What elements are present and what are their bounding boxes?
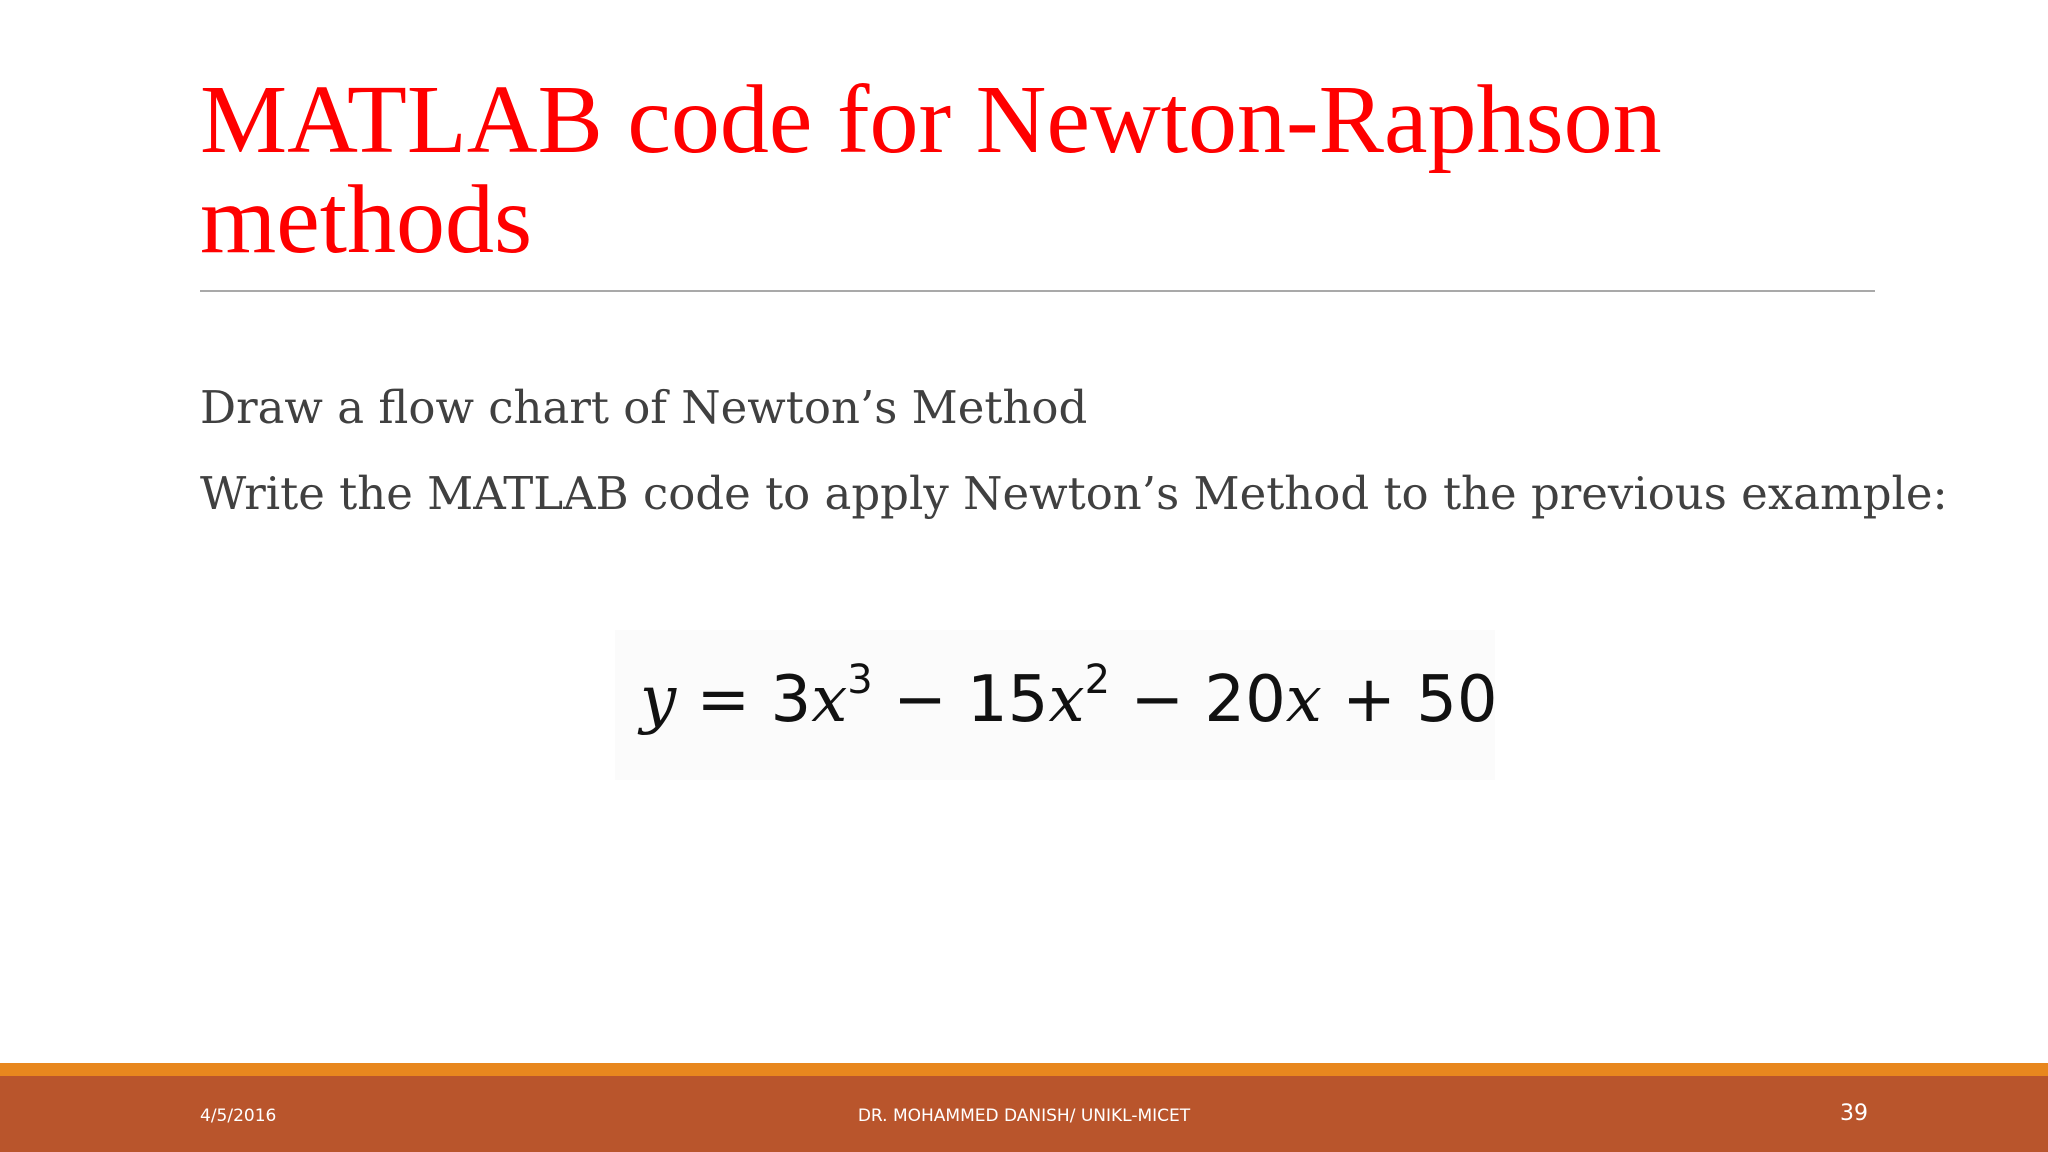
operator-minus-1: − [872, 663, 968, 737]
term1-exponent: 3 [847, 657, 873, 703]
operator-minus-2: − [1110, 663, 1205, 737]
term2-coefficient: 15 [967, 663, 1049, 737]
slide-title: MATLAB code for Newton-Raphson methods [200, 66, 1662, 274]
footer-accent-stripe [0, 1063, 2048, 1076]
term3-coefficient: 20 [1204, 663, 1286, 737]
operator-plus: + [1321, 663, 1417, 737]
term3-variable: x [1285, 663, 1322, 737]
slide-number: 39 [1840, 1101, 1868, 1126]
body-item-flowchart: Draw a flow chart of Newton’s Method [200, 381, 1088, 434]
term2-variable: x [1048, 663, 1085, 737]
body-item-matlab-code: Write the MATLAB code to apply Newton’s Method to the previous example: [200, 467, 1948, 520]
footer-date: 4/5/2016 [200, 1106, 277, 1126]
term2-exponent: 2 [1084, 657, 1111, 703]
footer-author: DR. MOHAMMED DANISH/ UNIKL-MICET [857, 1106, 1191, 1126]
title-divider [200, 290, 1875, 292]
term1-variable: x [811, 663, 848, 737]
term1-coefficient: 3 [770, 663, 812, 737]
equation-equals: = [676, 663, 771, 737]
equation-lhs: y [640, 663, 677, 737]
constant-term: 50 [1416, 663, 1498, 737]
slide-body [200, 378, 1948, 550]
polynomial-equation [640, 655, 1498, 745]
